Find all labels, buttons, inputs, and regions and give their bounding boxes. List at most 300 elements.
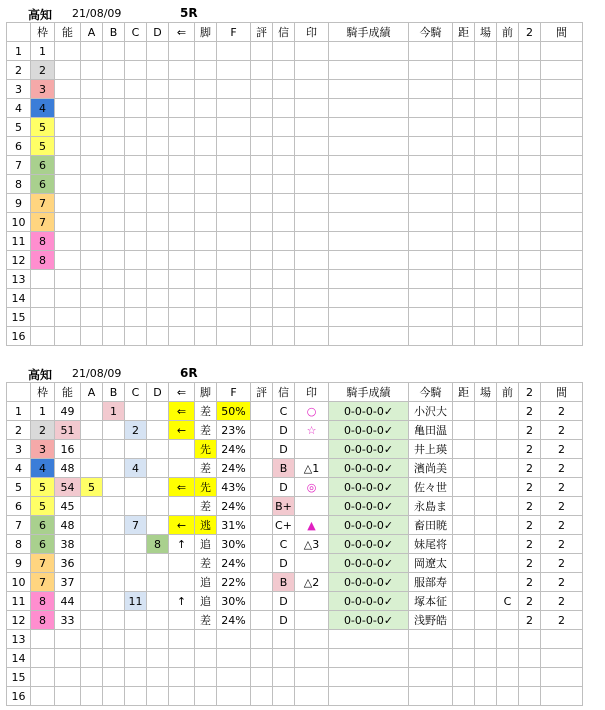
race6-mae-cell bbox=[497, 440, 519, 459]
race5-empty-cell bbox=[519, 137, 541, 156]
race6-shin-cell: D bbox=[273, 421, 295, 440]
race6-ability-cell: 45 bbox=[55, 497, 81, 516]
race6-row-number: 8 bbox=[7, 535, 31, 554]
race6-header bbox=[0, 364, 605, 382]
race6-kyo-cell bbox=[453, 592, 475, 611]
race6-d-cell bbox=[147, 478, 169, 497]
race6-a-cell bbox=[81, 459, 103, 478]
race6-c-cell: 4 bbox=[125, 459, 147, 478]
race6-header-13: 今騎 bbox=[409, 383, 453, 402]
race6-mae-cell bbox=[497, 402, 519, 421]
race5-empty-cell bbox=[409, 232, 453, 251]
race5-table-row bbox=[7, 80, 583, 99]
race5-empty-cell bbox=[251, 61, 273, 80]
race6-kyo-cell bbox=[453, 668, 475, 687]
race5-empty-cell bbox=[81, 308, 103, 327]
race5-empty-cell bbox=[273, 213, 295, 232]
race5-empty-cell bbox=[81, 42, 103, 61]
race5-row-number: 11 bbox=[7, 232, 31, 251]
race6-hyo-cell bbox=[251, 440, 273, 459]
race5-table-row bbox=[7, 156, 583, 175]
race6-d-cell bbox=[147, 440, 169, 459]
race6-ability-cell: 44 bbox=[55, 592, 81, 611]
race6-kyo-cell bbox=[453, 687, 475, 706]
race6-jockey-record-cell: 0-0-0-0✓ bbox=[329, 459, 409, 478]
race5-empty-cell bbox=[295, 232, 329, 251]
race6-jockey-record-cell bbox=[329, 668, 409, 687]
race5-empty-cell bbox=[453, 251, 475, 270]
race5-empty-cell bbox=[475, 118, 497, 137]
race5-empty-cell bbox=[409, 118, 453, 137]
race5-empty-cell bbox=[497, 61, 519, 80]
race6-b-cell bbox=[103, 516, 125, 535]
race6-waku-cell bbox=[31, 668, 55, 687]
race6-ability-cell: 38 bbox=[55, 535, 81, 554]
race6-shin-cell bbox=[273, 649, 295, 668]
race6-shin-cell: C bbox=[273, 402, 295, 421]
race5-empty-cell bbox=[295, 308, 329, 327]
race6-row-number: 9 bbox=[7, 554, 31, 573]
race5-empty-cell bbox=[169, 270, 195, 289]
race6-header-12: 騎手成績 bbox=[329, 383, 409, 402]
race5-empty-cell bbox=[475, 137, 497, 156]
race6-ba-cell bbox=[475, 668, 497, 687]
race6-kyaku-cell: 追 bbox=[195, 592, 217, 611]
race6-kan-cell bbox=[541, 630, 583, 649]
race6-table-row bbox=[7, 516, 583, 535]
race5-table-row bbox=[7, 251, 583, 270]
race6-mae-cell: C bbox=[497, 592, 519, 611]
race6-ba-cell bbox=[475, 421, 497, 440]
race5-table-row bbox=[7, 99, 583, 118]
race6-mae-cell bbox=[497, 611, 519, 630]
race6-d-cell bbox=[147, 459, 169, 478]
race6-ba-cell bbox=[475, 478, 497, 497]
race6-waku-cell: 8 bbox=[31, 611, 55, 630]
race5-ability-cell bbox=[55, 289, 81, 308]
race5-empty-cell bbox=[169, 61, 195, 80]
race5-empty-cell bbox=[217, 175, 251, 194]
race6-shirushi-cell bbox=[295, 611, 329, 630]
race5-table-row bbox=[7, 232, 583, 251]
race6-table-row bbox=[7, 497, 583, 516]
race5-empty-cell bbox=[169, 42, 195, 61]
race5-empty-cell bbox=[147, 80, 169, 99]
race5-empty-cell bbox=[453, 80, 475, 99]
race6-mae-cell bbox=[497, 554, 519, 573]
race6-arrow-cell bbox=[169, 573, 195, 592]
race6-header-8: F bbox=[217, 383, 251, 402]
race5-empty-cell bbox=[147, 289, 169, 308]
race5-empty-cell bbox=[81, 327, 103, 346]
race5-empty-cell bbox=[251, 156, 273, 175]
race5-empty-cell bbox=[497, 137, 519, 156]
race6-f-cell: 31% bbox=[217, 516, 251, 535]
race5-ability-cell bbox=[55, 118, 81, 137]
race5-empty-cell bbox=[103, 251, 125, 270]
race6-jockey-record-cell: 0-0-0-0✓ bbox=[329, 440, 409, 459]
race6-ability-cell bbox=[55, 687, 81, 706]
race6-shirushi-cell: ○ bbox=[295, 402, 329, 421]
race6-ba-cell bbox=[475, 592, 497, 611]
race6-header-6: ⇐ bbox=[169, 383, 195, 402]
race5-empty-cell bbox=[251, 289, 273, 308]
race5-empty-cell bbox=[409, 270, 453, 289]
race6-kan-cell: 2 bbox=[541, 516, 583, 535]
race5-empty-cell bbox=[541, 61, 583, 80]
race5-empty-cell bbox=[329, 137, 409, 156]
race6-ba-cell bbox=[475, 630, 497, 649]
race5-empty-cell bbox=[273, 61, 295, 80]
race6-current-jockey-cell: 塚本征 bbox=[409, 592, 453, 611]
race6-b-cell: 1 bbox=[103, 402, 125, 421]
race6-table-row bbox=[7, 649, 583, 668]
race5-empty-cell bbox=[541, 99, 583, 118]
race5-empty-cell bbox=[497, 213, 519, 232]
race6-a-cell bbox=[81, 440, 103, 459]
race6-ni-cell: 2 bbox=[519, 421, 541, 440]
race5-empty-cell bbox=[147, 251, 169, 270]
race6-b-cell bbox=[103, 478, 125, 497]
race5-empty-cell bbox=[169, 99, 195, 118]
race6-arrow-cell: ↑ bbox=[169, 535, 195, 554]
race5-empty-cell bbox=[125, 270, 147, 289]
race5-empty-cell bbox=[81, 175, 103, 194]
race5-empty-cell bbox=[273, 156, 295, 175]
race5-empty-cell bbox=[81, 251, 103, 270]
race5-empty-cell bbox=[103, 327, 125, 346]
race5-empty-cell bbox=[81, 61, 103, 80]
race5-ability-cell bbox=[55, 251, 81, 270]
race6-row-number: 3 bbox=[7, 440, 31, 459]
race5-empty-cell bbox=[541, 251, 583, 270]
race6-ni-cell bbox=[519, 668, 541, 687]
race5-empty-cell bbox=[103, 80, 125, 99]
race5-empty-cell bbox=[329, 99, 409, 118]
race6-current-jockey-cell: 服部寿 bbox=[409, 573, 453, 592]
race5-empty-cell bbox=[251, 251, 273, 270]
race5-header-15: 場 bbox=[475, 23, 497, 42]
race5-header-12: 騎手成績 bbox=[329, 23, 409, 42]
race5-empty-cell bbox=[217, 118, 251, 137]
race6-ability-cell: 54 bbox=[55, 478, 81, 497]
race6-a-cell: 5 bbox=[81, 478, 103, 497]
race6-a-cell bbox=[81, 668, 103, 687]
race6-table-row bbox=[7, 687, 583, 706]
race5-empty-cell bbox=[251, 213, 273, 232]
race5-empty-cell bbox=[519, 289, 541, 308]
race6-d-cell bbox=[147, 649, 169, 668]
race6-c-cell bbox=[125, 497, 147, 516]
race6-waku-cell: 3 bbox=[31, 440, 55, 459]
race5-empty-cell bbox=[147, 156, 169, 175]
race6-kyaku-cell: 差 bbox=[195, 611, 217, 630]
race6-jockey-record-cell bbox=[329, 687, 409, 706]
race5-empty-cell bbox=[103, 232, 125, 251]
race5-empty-cell bbox=[519, 80, 541, 99]
race5-empty-cell bbox=[295, 80, 329, 99]
race5-empty-cell bbox=[329, 156, 409, 175]
race6-mae-cell bbox=[497, 497, 519, 516]
race5-waku-cell: 2 bbox=[31, 61, 55, 80]
race5-empty-cell bbox=[541, 232, 583, 251]
race6-shin-cell: B bbox=[273, 573, 295, 592]
race5-row-number: 7 bbox=[7, 156, 31, 175]
race5-empty-cell bbox=[125, 194, 147, 213]
race6-waku-cell: 8 bbox=[31, 592, 55, 611]
race5-empty-cell bbox=[497, 175, 519, 194]
race6-header-blank bbox=[7, 383, 31, 402]
race5-ability-cell bbox=[55, 327, 81, 346]
race5-empty-cell bbox=[147, 270, 169, 289]
race5-empty-cell bbox=[409, 137, 453, 156]
race5-empty-cell bbox=[125, 42, 147, 61]
race6-ability-cell: 48 bbox=[55, 459, 81, 478]
race5-empty-cell bbox=[497, 251, 519, 270]
race6-b-cell bbox=[103, 592, 125, 611]
race6-kan-cell: 2 bbox=[541, 478, 583, 497]
race6-current-jockey-cell: 永島ま bbox=[409, 497, 453, 516]
race6-row-number: 11 bbox=[7, 592, 31, 611]
race6-kyaku-cell bbox=[195, 630, 217, 649]
race5-empty-cell bbox=[217, 156, 251, 175]
race5-empty-cell bbox=[295, 251, 329, 270]
race5-empty-cell bbox=[81, 213, 103, 232]
race6-ni-cell: 2 bbox=[519, 611, 541, 630]
race6-jockey-record-cell bbox=[329, 649, 409, 668]
race6-ba-cell bbox=[475, 440, 497, 459]
race5-empty-cell bbox=[103, 270, 125, 289]
race6-kyo-cell bbox=[453, 573, 475, 592]
race5-empty-cell bbox=[453, 270, 475, 289]
race5-waku-cell: 6 bbox=[31, 175, 55, 194]
race5-empty-cell bbox=[169, 308, 195, 327]
race5-empty-cell bbox=[125, 137, 147, 156]
race5-empty-cell bbox=[217, 308, 251, 327]
race5-empty-cell bbox=[453, 327, 475, 346]
race6-kyaku-cell: 差 bbox=[195, 554, 217, 573]
race5-empty-cell bbox=[475, 156, 497, 175]
race5-ability-cell bbox=[55, 175, 81, 194]
race6-d-cell bbox=[147, 573, 169, 592]
race5-empty-cell bbox=[217, 80, 251, 99]
race5-empty-cell bbox=[81, 232, 103, 251]
race6-shin-cell: C bbox=[273, 535, 295, 554]
race5-ability-cell bbox=[55, 270, 81, 289]
race5-empty-cell bbox=[195, 61, 217, 80]
race6-mae-cell bbox=[497, 630, 519, 649]
race5-empty-cell bbox=[125, 61, 147, 80]
race5-empty-cell bbox=[295, 327, 329, 346]
race6-mae-cell bbox=[497, 573, 519, 592]
race6-a-cell bbox=[81, 630, 103, 649]
race6-kyo-cell bbox=[453, 649, 475, 668]
race6-ni-cell: 2 bbox=[519, 592, 541, 611]
race5-empty-cell bbox=[195, 175, 217, 194]
race5-empty-cell bbox=[409, 42, 453, 61]
race6-f-cell: 24% bbox=[217, 459, 251, 478]
race5-empty-cell bbox=[169, 137, 195, 156]
race6-row-number: 6 bbox=[7, 497, 31, 516]
race6-arrow-cell bbox=[169, 554, 195, 573]
race6-f-cell: 24% bbox=[217, 497, 251, 516]
race5-empty-cell bbox=[103, 308, 125, 327]
race5-empty-cell bbox=[541, 80, 583, 99]
race5-empty-cell bbox=[497, 42, 519, 61]
race5-empty-cell bbox=[169, 80, 195, 99]
race6-arrow-cell bbox=[169, 630, 195, 649]
race5-table-row bbox=[7, 289, 583, 308]
race6-shin-cell: D bbox=[273, 478, 295, 497]
race5-header-2: A bbox=[81, 23, 103, 42]
race5-empty-cell bbox=[195, 99, 217, 118]
race5-ability-cell bbox=[55, 194, 81, 213]
race6-header-15: 場 bbox=[475, 383, 497, 402]
race5-empty-cell bbox=[251, 99, 273, 118]
race6-arrow-cell bbox=[169, 440, 195, 459]
race5-header-16: 前 bbox=[497, 23, 519, 42]
race6-ba-cell bbox=[475, 402, 497, 421]
race5-ability-cell bbox=[55, 137, 81, 156]
race5-empty-cell bbox=[273, 175, 295, 194]
race6-ability-cell bbox=[55, 649, 81, 668]
race6-shirushi-cell bbox=[295, 668, 329, 687]
race6-a-cell bbox=[81, 402, 103, 421]
race6-header-0: 枠 bbox=[31, 383, 55, 402]
race6-waku-cell: 4 bbox=[31, 459, 55, 478]
race5-empty-cell bbox=[103, 99, 125, 118]
race6-header-17: 2 bbox=[519, 383, 541, 402]
race6-kyaku-cell: 差 bbox=[195, 497, 217, 516]
race6-kan-cell: 2 bbox=[541, 402, 583, 421]
race5-empty-cell bbox=[329, 308, 409, 327]
race6-c-cell: 7 bbox=[125, 516, 147, 535]
race6-b-cell bbox=[103, 497, 125, 516]
race5-empty-cell bbox=[125, 308, 147, 327]
race5-empty-cell bbox=[409, 289, 453, 308]
race5-empty-cell bbox=[103, 61, 125, 80]
race6-b-cell bbox=[103, 554, 125, 573]
race6-ability-cell bbox=[55, 630, 81, 649]
race5-header-7: 脚 bbox=[195, 23, 217, 42]
race6-jockey-record-cell: 0-0-0-0✓ bbox=[329, 573, 409, 592]
race5-empty-cell bbox=[295, 289, 329, 308]
race5-empty-cell bbox=[519, 270, 541, 289]
race6-shin-cell bbox=[273, 668, 295, 687]
race5-empty-cell bbox=[541, 270, 583, 289]
race5-table-row bbox=[7, 213, 583, 232]
race6-header-2: A bbox=[81, 383, 103, 402]
race6-header-4: C bbox=[125, 383, 147, 402]
race6-d-cell bbox=[147, 611, 169, 630]
race6-table-row bbox=[7, 478, 583, 497]
race6-f-cell: 30% bbox=[217, 592, 251, 611]
race5-row-number: 1 bbox=[7, 42, 31, 61]
race6-table-row bbox=[7, 402, 583, 421]
race5-empty-cell bbox=[169, 232, 195, 251]
race5-waku-cell: 6 bbox=[31, 156, 55, 175]
race6-b-cell bbox=[103, 535, 125, 554]
race6-ability-cell: 36 bbox=[55, 554, 81, 573]
race5-empty-cell bbox=[103, 156, 125, 175]
race6-ni-cell: 2 bbox=[519, 459, 541, 478]
race6-arrow-cell: ← bbox=[169, 516, 195, 535]
race6-current-jockey-cell bbox=[409, 630, 453, 649]
race5-empty-cell bbox=[125, 232, 147, 251]
race6-d-cell bbox=[147, 421, 169, 440]
race5-empty-cell bbox=[169, 175, 195, 194]
race6-hyo-cell bbox=[251, 687, 273, 706]
race6-mae-cell bbox=[497, 478, 519, 497]
race6-hyo-cell bbox=[251, 421, 273, 440]
race6-kyaku-cell: 差 bbox=[195, 459, 217, 478]
race6-ability-cell: 51 bbox=[55, 421, 81, 440]
race6-a-cell bbox=[81, 421, 103, 440]
race6-d-cell bbox=[147, 497, 169, 516]
race6-kyo-cell bbox=[453, 497, 475, 516]
race6-b-cell bbox=[103, 459, 125, 478]
race6-table-row bbox=[7, 459, 583, 478]
race6-f-cell bbox=[217, 668, 251, 687]
race5-empty-cell bbox=[251, 118, 273, 137]
race6-header-14: 距 bbox=[453, 383, 475, 402]
race5-empty-cell bbox=[329, 327, 409, 346]
race6-shin-cell: B bbox=[273, 459, 295, 478]
race5-empty-cell bbox=[409, 194, 453, 213]
race5-row-number: 3 bbox=[7, 80, 31, 99]
race5-header-1: 能 bbox=[55, 23, 81, 42]
race5-venue: 高知 bbox=[28, 8, 53, 22]
race6-hyo-cell bbox=[251, 649, 273, 668]
race6-kan-cell bbox=[541, 687, 583, 706]
race6-waku-cell: 5 bbox=[31, 478, 55, 497]
race5-empty-cell bbox=[81, 137, 103, 156]
race5-empty-cell bbox=[195, 118, 217, 137]
race6-hyo-cell bbox=[251, 668, 273, 687]
race5-ability-cell bbox=[55, 80, 81, 99]
race5-empty-cell bbox=[81, 80, 103, 99]
race6-current-jockey-cell bbox=[409, 649, 453, 668]
race6-row-number: 4 bbox=[7, 459, 31, 478]
race6-c-cell bbox=[125, 573, 147, 592]
race6-b-cell bbox=[103, 421, 125, 440]
race5-empty-cell bbox=[475, 251, 497, 270]
race5-empty-cell bbox=[195, 289, 217, 308]
race5-empty-cell bbox=[169, 251, 195, 270]
race5-empty-cell bbox=[81, 270, 103, 289]
race5-empty-cell bbox=[329, 213, 409, 232]
race5-empty-cell bbox=[475, 232, 497, 251]
race6-c-cell bbox=[125, 668, 147, 687]
race6-waku-cell: 2 bbox=[31, 421, 55, 440]
race6-table bbox=[6, 382, 583, 706]
race5-empty-cell bbox=[251, 194, 273, 213]
race6-kyo-cell bbox=[453, 402, 475, 421]
race6-arrow-cell: ⇐ bbox=[169, 402, 195, 421]
race6-shirushi-cell: ▲ bbox=[295, 516, 329, 535]
race5-empty-cell bbox=[195, 327, 217, 346]
race6-waku-cell: 6 bbox=[31, 516, 55, 535]
race5-empty-cell bbox=[453, 156, 475, 175]
race5-empty-cell bbox=[251, 175, 273, 194]
race5-empty-cell bbox=[103, 175, 125, 194]
race5-empty-cell bbox=[475, 175, 497, 194]
race5-empty-cell bbox=[519, 99, 541, 118]
race6-jockey-record-cell bbox=[329, 630, 409, 649]
race5-empty-cell bbox=[103, 213, 125, 232]
race6-hyo-cell bbox=[251, 535, 273, 554]
race5-empty-cell bbox=[217, 137, 251, 156]
